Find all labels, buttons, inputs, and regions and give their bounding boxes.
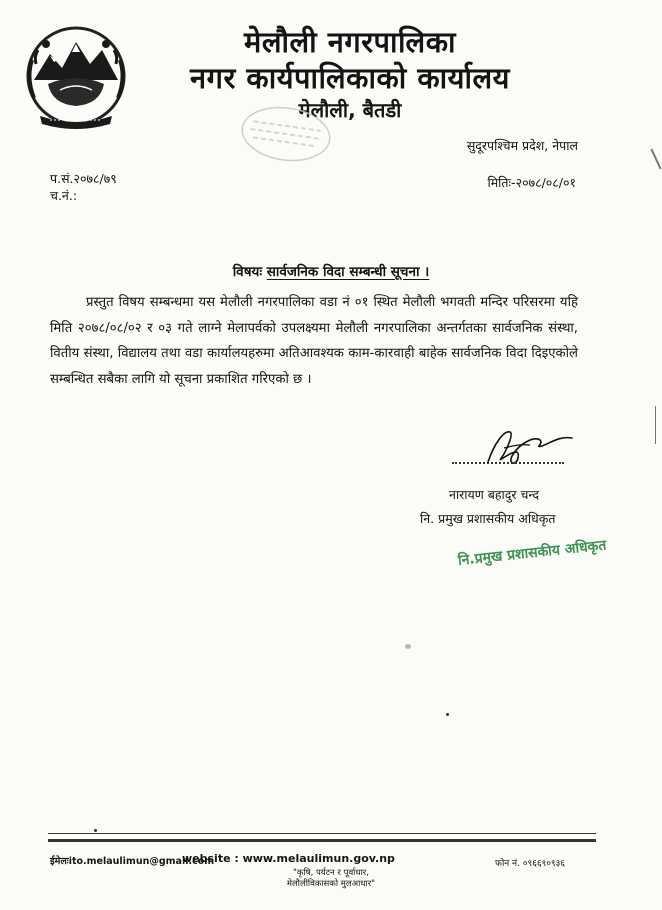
scan-speck bbox=[94, 829, 97, 832]
notice-body: प्रस्तुत विषय सम्बन्धमा यस मेलौली नगरपालिका वडा नं ०१ स्थित मेलौली भगवती मन्दिर परिसरमा यहि मिति २०७८/०८/०२ र ०३ गते लाग्ने मेलापर्वको उपलक्ष्यमा मेलौली नगरपालिका अन्तर्गतका सार्वजनिक संस्था, वितीय संस्था, विद्यालय तथा वडा कार्यालयहरुमा अतिआवश्यक काम-कारवाही बाहेक सार्वजनिक विदा दिइएकोले सम्बन्धित सबैका लागि यो सूचना प्रकाशित गरिएको छ । bbox=[50, 295, 578, 387]
scan-speck bbox=[405, 644, 411, 649]
slogan-line-2: मेलौलीविकासको मुलआधार" bbox=[286, 879, 376, 889]
scan-speck bbox=[446, 713, 449, 716]
official-stamp: नि.प्रमुख प्रशासकीय अधिकृत bbox=[457, 537, 608, 569]
letter-date: मितिः-२०७८/०८/०१ bbox=[487, 175, 576, 190]
office-name: नगर कार्यपालिकाको कार्यालय bbox=[190, 61, 510, 95]
footer-website: website : www.melaulimun.gov.np bbox=[182, 852, 395, 865]
province-address: सुदूरपश्चिम प्रदेश, नेपाल bbox=[466, 138, 578, 153]
nepal-emblem-icon bbox=[20, 20, 132, 132]
letter-number: प.सं.२०७८/७९ bbox=[50, 171, 117, 186]
dispatch-number: च.नं.: bbox=[50, 188, 78, 203]
footer-email: ईमेलःito.melaulimun@gmail.com bbox=[50, 856, 215, 867]
municipality-name: मेलौली नगरपालिका bbox=[243, 25, 456, 59]
subject-line bbox=[0, 262, 662, 280]
slogan-line-1: "कृषि, पर्यटन र पूर्वाधार, bbox=[293, 868, 369, 878]
footer-phone: फोन नं. ०९६६९०९३६ bbox=[495, 859, 565, 869]
signature-line bbox=[452, 462, 564, 464]
subject-label: विषयः bbox=[232, 264, 263, 280]
faded-stamp-icon bbox=[234, 98, 337, 171]
signatory-name: नारायण बहादुर चन्द bbox=[449, 487, 539, 502]
footer-divider bbox=[48, 833, 596, 834]
scan-edge-mark bbox=[650, 149, 661, 170]
signature-icon bbox=[460, 418, 590, 474]
subject-text: सार्वजनिक विदा सम्बन्धी सूचना । bbox=[266, 264, 430, 280]
signatory-title: नि. प्रमुख प्रशासकीय अधिकृत bbox=[420, 511, 556, 526]
footer-slogan bbox=[0, 868, 662, 890]
office-place: मेलौली, बैतडी bbox=[298, 98, 402, 122]
footer-divider-thick bbox=[48, 839, 596, 842]
scan-edge-mark bbox=[655, 406, 657, 444]
